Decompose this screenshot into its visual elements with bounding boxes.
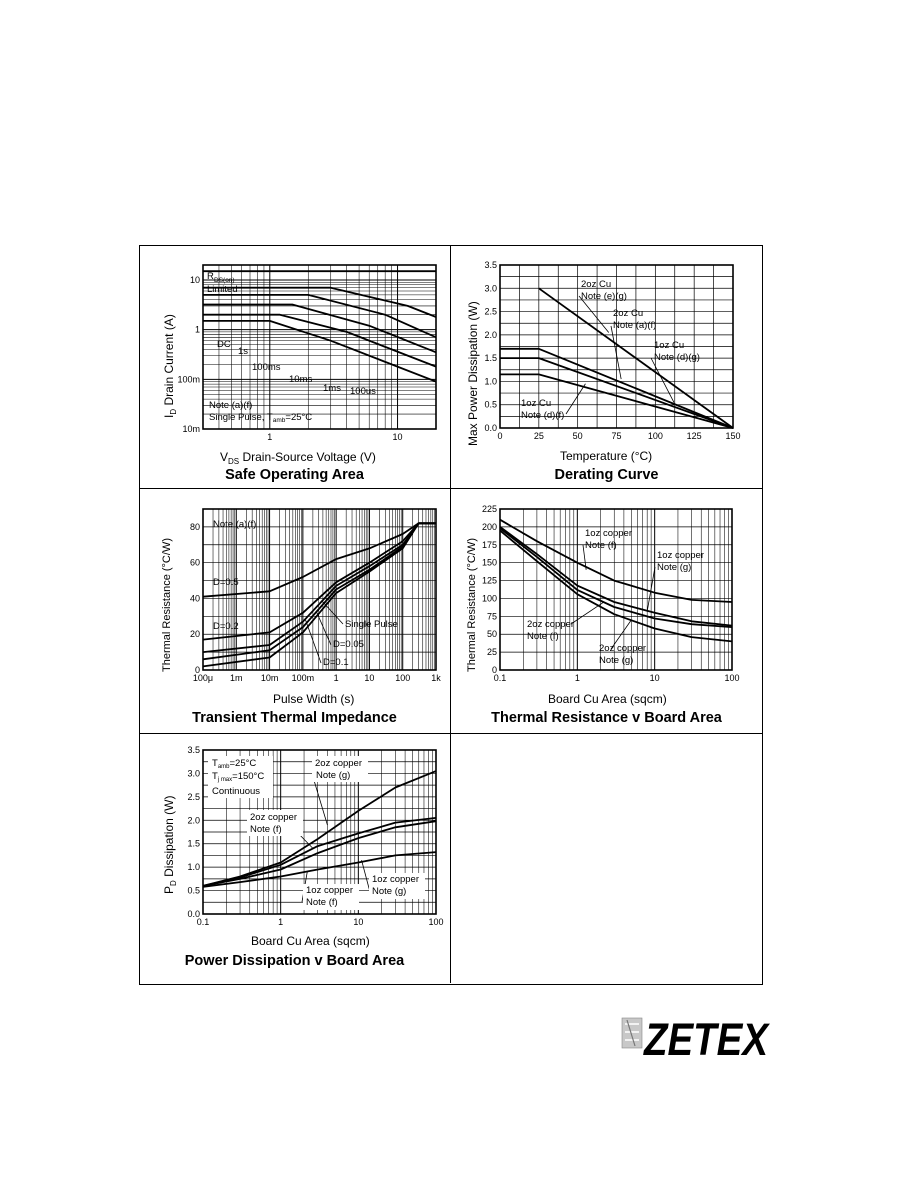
rth-x-tick-label: 100	[724, 673, 740, 683]
soa-pulse-label: Single Pulse, $T_{amb}=25^\circ C$	[209, 412, 313, 424]
pd-y-tick-label: 3.0	[187, 768, 200, 779]
rth-y-tick-label: 175	[481, 539, 497, 550]
rth-note-1a: 1oz copper	[585, 528, 633, 539]
soa-x-axis-title: $V_{DS}$ Drain-Source Voltage (V)	[220, 450, 376, 466]
pd-caption: Power Dissipation v Board Area	[184, 953, 405, 969]
transient-x-tick-label: 1m	[230, 673, 243, 683]
derating-x-tick-label: 25	[533, 431, 544, 441]
rth-y-tick-label: 125	[481, 575, 497, 586]
zetex-logo	[620, 1012, 771, 1065]
transient-y-tick-label: 20	[189, 629, 200, 640]
rth-x-tick-label: 0.1	[493, 673, 507, 683]
rth-y-tick-label: 150	[481, 557, 497, 568]
zetex-logo-text: ZETEX	[642, 1014, 771, 1065]
soa-panel	[140, 246, 449, 487]
soa-y-tick-label: 10	[189, 274, 200, 285]
soa-y-axis-title: $I_D$ Drain Current (A)	[162, 314, 178, 418]
transient-caption: Transient Thermal Impedance	[192, 710, 397, 726]
pd-cond-1: $T_{amb}=25^\circ C$	[212, 758, 257, 770]
rth-y-tick-label: 100	[481, 593, 497, 604]
transient-y-tick-label: 80	[189, 521, 200, 532]
rth-y-tick-label: 225	[481, 504, 497, 514]
derating-y-tick-label: 2.5	[484, 306, 497, 317]
soa-x-tick-label: 10	[392, 432, 403, 442]
soa-100ms-label: 100ms	[252, 362, 281, 373]
rth-note-3b: Note (f)	[527, 631, 559, 642]
soa-rds-label: R	[207, 271, 214, 282]
soa-y-tick-label: 10m	[182, 424, 200, 434]
soa-x-tick-label: 1	[267, 432, 273, 442]
soa-y-tick-label: 1	[194, 324, 200, 335]
soa-dc-label: DC	[217, 339, 231, 350]
derating-y-tick-label: 1.5	[484, 353, 497, 364]
pd-y-axis-title: $P_D$ Dissipation (W)	[162, 795, 178, 894]
rth-y-tick-label: 75	[486, 611, 497, 622]
pd-note-1a: 2oz copper	[315, 758, 363, 769]
derating-note-1b: Note (e)(g)	[581, 291, 627, 302]
pd-y-tick-label: 0.5	[187, 885, 200, 896]
pd-panel	[140, 734, 449, 984]
derating-x-tick-label: 50	[572, 431, 583, 441]
transient-x-tick-label: 100	[395, 673, 411, 683]
soa-rds-limited: Limited	[207, 284, 238, 295]
derating-x-axis-title: Temperature (°C)	[560, 449, 653, 463]
rth-note-1b: Note (f)	[585, 540, 617, 551]
pd-x-tick-label: 10	[353, 917, 364, 927]
zetex-logo-icon	[622, 1018, 642, 1048]
rth-y-tick-label: 0	[491, 665, 497, 675]
soa-10ms-label: 10ms	[289, 374, 313, 385]
derating-note-4a: 1oz Cu	[521, 398, 552, 409]
transient-single-label: Single Pulse	[345, 619, 398, 630]
transient-d02-label: D=0.2	[213, 621, 239, 632]
pd-y-tick-label: 2.0	[187, 815, 200, 826]
derating-y-tick-label: 0.5	[484, 399, 497, 410]
derating-leader-line	[566, 384, 585, 414]
rth-note-2b: Note (g)	[657, 562, 692, 573]
transient-panel	[140, 489, 449, 733]
derating-x-tick-label: 150	[725, 431, 741, 441]
pd-x-tick-label: 1	[278, 917, 284, 927]
pd-leader-line	[362, 860, 370, 892]
rth-note-4b: Note (g)	[599, 655, 634, 666]
transient-x-tick-label: 100m	[291, 673, 315, 683]
transient-chart	[140, 489, 449, 733]
rth-x-axis-title: Board Cu Area (sqcm)	[548, 692, 667, 706]
derating-note-4b: Note (d)(f)	[521, 410, 565, 421]
rth-note-4a: 2oz copper	[599, 643, 647, 654]
transient-x-tick-label: 10m	[260, 673, 279, 683]
pd-note-2a: 2oz copper	[250, 812, 298, 823]
derating-y-tick-label: 2.0	[484, 329, 497, 340]
derating-y-tick-label: 1.0	[484, 376, 497, 387]
rth-x-tick-label: 10	[649, 673, 660, 683]
soa-y-tick-label: 100m	[177, 374, 200, 385]
rth-panel	[451, 489, 762, 733]
rth-y-axis-title: Thermal Resistance (°C/W)	[466, 538, 478, 672]
pd-x-tick-label: 0.1	[196, 917, 210, 927]
pd-y-tick-label: 3.5	[187, 745, 200, 755]
soa-note-label: Note (a)(f)	[209, 400, 253, 411]
pd-note-4a: 1oz copper	[306, 885, 354, 896]
pd-x-tick-label: 100	[428, 917, 444, 927]
derating-leader-line	[611, 326, 621, 379]
transient-y-axis-title: Thermal Resistance (°C/W)	[161, 538, 173, 672]
pd-y-tick-label: 2.5	[187, 791, 200, 802]
transient-y-tick-label: 0	[194, 665, 200, 675]
pd-x-axis-title: Board Cu Area (sqcm)	[251, 934, 370, 948]
derating-y-tick-label: 3.0	[484, 283, 497, 294]
pd-note-3a: 1oz copper	[372, 874, 420, 885]
rth-note-3a: 2oz copper	[527, 619, 575, 630]
transient-d05-label: D=0.5	[213, 577, 239, 588]
pd-y-tick-label: 1.0	[187, 862, 200, 873]
transient-x-tick-label: 10	[364, 673, 375, 683]
transient-note-label: Note (a)(f)	[213, 519, 257, 530]
derating-chart	[451, 246, 762, 487]
pd-note-4b: Note (f)	[306, 897, 338, 908]
pd-chart	[140, 734, 449, 984]
rth-caption: Thermal Resistance v Board Area	[491, 710, 722, 726]
derating-note-3a: 1oz Cu	[654, 340, 685, 351]
derating-note-2a: 2oz Cu	[613, 308, 644, 319]
rth-x-tick-label: 1	[574, 673, 580, 683]
transient-d005-label: D=0.05	[333, 639, 364, 650]
pd-note-1b: Note (g)	[316, 770, 351, 781]
soa-chart	[140, 246, 449, 487]
rth-y-tick-label: 25	[486, 647, 497, 658]
derating-x-tick-label: 100	[647, 431, 663, 441]
transient-x-tick-label: 100μ	[192, 673, 214, 683]
pd-y-tick-label: 1.5	[187, 838, 200, 849]
rth-y-tick-label: 50	[486, 629, 497, 640]
pd-y-tick-label: 0.0	[187, 909, 200, 919]
pd-cond-3: Continuous	[212, 786, 261, 797]
pd-note-2b: Note (f)	[250, 824, 282, 835]
pd-note-3b: Note (g)	[372, 886, 407, 897]
derating-caption: Derating Curve	[554, 467, 659, 483]
rth-y-tick-label: 200	[481, 521, 497, 532]
derating-y-axis-title: Max Power Dissipation (W)	[466, 301, 480, 446]
derating-x-tick-label: 0	[497, 431, 503, 441]
soa-series-4	[203, 295, 436, 337]
pd-leader-line	[313, 777, 327, 825]
transient-x-axis-title: Pulse Width (s)	[273, 692, 355, 706]
soa-rds-sub: DS(on)	[214, 277, 235, 284]
derating-note-1a: 2oz Cu	[581, 279, 612, 290]
derating-y-tick-label: 0.0	[484, 423, 497, 433]
pd-cond-2: $T_{j max}=150^\circ C$	[212, 771, 265, 783]
derating-x-tick-label: 75	[611, 431, 622, 441]
soa-100us-label: 100us	[350, 386, 376, 397]
rth-chart	[451, 489, 762, 733]
transient-y-tick-label: 40	[189, 593, 200, 604]
soa-caption: Safe Operating Area	[225, 467, 364, 483]
rth-note-2a: 1oz copper	[657, 550, 705, 561]
transient-y-tick-label: 60	[189, 557, 200, 568]
transient-d01-label: D=0.1	[323, 657, 349, 668]
derating-x-tick-label: 125	[686, 431, 702, 441]
transient-x-tick-label: 1	[333, 673, 339, 683]
soa-1s-label: 1s	[238, 346, 249, 357]
derating-note-3b: Note (d)(g)	[654, 352, 700, 363]
derating-note-2b: Note (a)(f)	[613, 320, 657, 331]
derating-panel	[451, 246, 762, 487]
transient-x-tick-label: 1k	[431, 673, 441, 683]
soa-1ms-label: 1ms	[323, 383, 341, 394]
rth-leader-line	[571, 602, 604, 624]
derating-y-tick-label: 3.5	[484, 260, 497, 270]
